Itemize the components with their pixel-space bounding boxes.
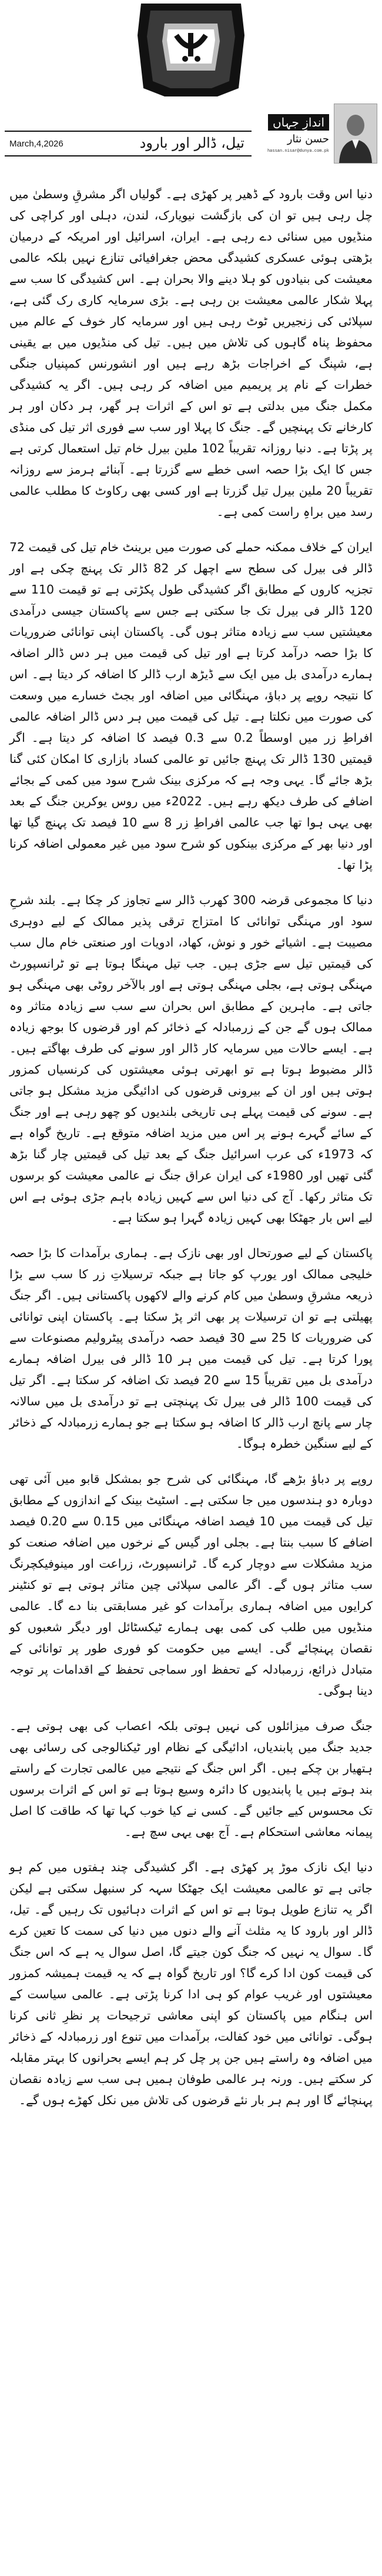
article-paragraph: جنگ صرف میزائلوں کی نہیں ہوتی بلکہ اعصاب کی بھی ہوتی ہے۔ جدید جنگ میں پابندیاں، ادائیگی کے نظام اور ٹیکنالوجی کی رسائی بھی ہتھیار بن چکے ہیں۔ اگر اس جنگ کے نتیجے میں عالمی تجارت کے راستے بند ہوتے ہیں یا پابندیوں کا دائرہ وسیع ہوتا ہے تو اس کے اثرات برسوں تک محسوس کیے جائیں گے۔ کسی نے کیا خوب کہا تھا کہ طاقت کا اصل پیمانہ معاشی استحکام ہے۔ آج بھی یہی سچ ہے۔ <box>9 1719 373 1839</box>
article-paragraph: دنیا کا مجموعی قرضہ 300 کھرب ڈالر سے تجاوز کر چکا ہے۔ بلند شرحِ سود اور مہنگی توانائی کا امتزاج ترقی پذیر ممالک کے لیے دوہری مصیبت ہے۔ اشیائے خور و نوش، کھاد، ادویات اور صنعتی خام مال سب کی قیمتیں تیل سے جڑی ہیں۔ جب تیل مہنگا ہوتا ہے تو ٹرانسپورٹ مہنگی ہوتی ہے، بجلی مہنگی ہوتی ہے اور بالآخر روٹی بھی مہنگی ہو جاتی ہے۔ ماہرین کے مطابق اس بحران سے سب سے زیادہ متاثر وہ ممالک ہوں گے جن کے زرمبادلہ کے ذخائر کم اور قرضوں کا بوجھ زیادہ ہے۔ ایسے حالات میں سرمایہ کار ڈالر اور سونے کی طرف بھاگتے ہیں۔ ڈالر مضبوط ہوتا ہے تو ابھرتی ہوئی معیشتوں کی کرنسیاں کمزور ہوتی ہیں اور ان کے بیرونی قرضوں کی ادائیگی مزید مشکل ہو جاتی ہے۔ سونے کی قیمت پہلے ہی تاریخی بلندیوں کو چھو رہی ہے اور جنگ کے سائے گہرے ہونے پر اس میں مزید اضافہ متوقع ہے۔ تاریخ گواہ ہے کہ 1973ء کی عرب اسرائیل جنگ کے بعد تیل کی قیمتیں چار گنا بڑھ گئی تھیں اور 1980ء کی ایران عراق جنگ نے عالمی معیشت کو برسوں تک متاثر رکھا۔ آج کی دنیا اس سے کہیں زیادہ باہم جڑی ہوئی ہے اس لیے اس بار جھٹکا بھی کہیں زیادہ گہرا ہو سکتا ہے۔ <box>9 893 373 1225</box>
article-body <box>9 184 373 2125</box>
masthead <box>0 0 382 176</box>
author-photo <box>334 104 377 164</box>
column-name: اندازِ جہاں <box>268 114 329 131</box>
article-paragraph: روپے پر دباؤ بڑھے گا، مہنگائی کی شرح جو بمشکل قابو میں آئی تھی دوبارہ دو ہندسوں میں جا سکتی ہے۔ اسٹیٹ بینک کے اندازوں کے مطابق تیل کی قیمت میں 10 فیصد اضافہ مہنگائی میں 0.15 سے 0.20 فیصد اضافے کا سبب بنتا ہے۔ بجلی اور گیس کے نرخوں میں اضافہ صنعت کو مزید مشکلات سے دوچار کرے گا۔ ٹرانسپورٹ، زراعت اور مینوفیکچرنگ سب متاثر ہوں گے۔ اگر عالمی سپلائی چین متاثر ہوتی ہے تو کنٹینر کرایوں میں اضافہ ہماری برآمدات کو غیر مسابقتی بنا دے گا۔ عالمی منڈیوں میں طلب کی کمی بھی ہمارے ٹیکسٹائل اور دیگر شعبوں کو نقصان پہنچائے گی۔ ایسے میں حکومت کو فوری طور پر توانائی کے متبادل ذرائع، زرمبادلہ کے تحفظ اور سماجی تحفظ کے اقدامات پر توجہ دینا ہوگی۔ <box>9 1472 373 1698</box>
date-headline-bar <box>5 131 252 156</box>
newspaper-logo-icon <box>129 0 253 100</box>
article-paragraph: پاکستان کے لیے صورتحال اور بھی نازک ہے۔ ہماری برآمدات کا بڑا حصہ خلیجی ممالک اور یورپ کو جاتا ہے جبکہ ترسیلاتِ زر کا سب سے بڑا ذریعہ مشرقِ وسطیٰ میں کام کرنے والے لاکھوں پاکستانی ہیں۔ اگر جنگ پھیلتی ہے تو ان ترسیلات پر بھی اثر پڑ سکتا ہے۔ پاکستان اپنی توانائی کی ضروریات کا 25 سے 30 فیصد حصہ درآمدی پیٹرولیم مصنوعات سے پورا کرتا ہے۔ تیل کی قیمت میں ہر 10 ڈالر فی بیرل اضافہ ہمارے درآمدی بل میں تقریباً 15 سے 20 فیصد تک اضافہ کر سکتا ہے۔ اگر تیل کی قیمت 100 ڈالر فی بیرل تک پہنچتی ہے تو درآمدی بل میں سالانہ چار سے پانچ ارب ڈالر کا اضافہ ہو سکتا ہے جو ہمارے زرمبادلہ کے ذخائر کے لیے سنگین خطرہ ہوگا۔ <box>9 1246 373 1451</box>
article-paragraph: دنیا اس وقت بارود کے ڈھیر پر کھڑی ہے۔ گولیاں اگر مشرقِ وسطیٰ میں چل رہی ہیں تو ان کی بازگشت نیویارک، لندن، دہلی اور کراچی کی منڈیوں میں سنائی دے رہی ہے۔ ایران، اسرائیل اور امریکہ کے درمیان بڑھتی ہوئی عسکری کشیدگی محض جغرافیائی تنازع نہیں بلکہ عالمی معیشت کی بنیادوں کو ہلا دینے والا بحران ہے۔ اس کشیدگی کا سب سے پہلا شکار عالمی معیشت بن رہی ہے۔ بڑی سرمایہ کاری رک گئی ہے، سپلائی کی زنجیریں ٹوٹ رہی ہیں اور سرمایہ کار خوف کے عالم میں محفوظ پناہ گاہوں کی تلاش میں ہیں۔ تیل کی منڈیوں میں بے یقینی ہے، شپنگ کے اخراجات بڑھ رہے ہیں اور انشورنس کمپنیاں جنگی خطرات کے نام پر پریمیم میں اضافہ کر رہی ہیں۔ اگر یہ کشیدگی مکمل جنگ میں بدلتی ہے تو اس کے اثرات ہر گھر، ہر دکان اور ہر کارخانے تک پہنچیں گے۔ جنگ کا پہلا اور سب سے فوری اثر تیل کی منڈی پر پڑتا ہے۔ دنیا روزانہ تقریباً 102 ملین بیرل خام تیل استعمال کرتی ہے جس کا ایک بڑا حصہ اسی خطے سے گزرتا ہے۔ آبنائے ہرمز سے روزانہ تقریباً 20 ملین بیرل تیل گزرتا ہے اور کسی بھی رکاوٹ کا مطلب عالمی رسد میں براہِ راست کمی ہے۔ <box>9 187 373 519</box>
article-paragraph: دنیا ایک نازک موڑ پر کھڑی ہے۔ اگر کشیدگی چند ہفتوں میں کم ہو جاتی ہے تو عالمی معیشت ایک جھٹکا سہہ کر سنبھل سکتی ہے لیکن اگر یہ تنازع طویل ہوتا ہے تو اس کے اثرات دہائیوں تک رہیں گے۔ تیل، ڈالر اور بارود کا یہ مثلث آنے والے دنوں میں دنیا کی سمت کا تعین کرے گا۔ سوال یہ نہیں کہ جنگ کون جیتے گا، اصل سوال یہ ہے کہ اس جنگ کی قیمت کون ادا کرے گا؟ اور تاریخ گواہ ہے کہ یہ قیمت ہمیشہ کمزور معیشتوں اور غریب عوام کو ہی ادا کرنا پڑتی ہے۔ عالمی سیاست کے اس ہنگام میں پاکستان کو اپنی معاشی ترجیحات پر نظرِ ثانی کرنا ہوگی۔ توانائی میں خود کفالت، برآمدات میں تنوع اور زرمبادلہ کے ذخائر میں اضافہ وہ راستے ہیں جن پر چل کر ہم ایسے بحرانوں کا بہتر مقابلہ کر سکتے ہیں۔ ورنہ ہر عالمی طوفان ہمیں ہی سب سے زیادہ نقصان پہنچائے گا اور ہم ہر بار نئے قرضوں کی تلاش میں نکل کھڑے ہوں گے۔ <box>9 1860 373 2107</box>
article-headline: تیل، ڈالر اور بارود <box>139 135 244 151</box>
author-card <box>260 99 377 168</box>
author-info <box>260 114 334 154</box>
author-photo-icon <box>334 104 377 163</box>
author-email: hassan.nisar@dunya.com.pk <box>267 148 329 154</box>
publication-date: March,4,2026 <box>9 139 63 149</box>
newspaper-logo <box>129 0 253 100</box>
author-name: حسن نثار <box>287 132 329 145</box>
article-paragraph: ایران کے خلاف ممکنہ حملے کی صورت میں برینٹ خام تیل کی قیمت 72 ڈالر فی بیرل کی سطح سے اچھل کر 82 ڈالر تک پہنچ چکی ہے اور تجزیہ کاروں کے مطابق اگر کشیدگی طول پکڑتی ہے تو قیمت 110 سے 120 ڈالر فی بیرل تک جا سکتی ہے جس سے پاکستان جیسی درآمدی معیشتیں سب سے زیادہ متاثر ہوں گی۔ پاکستان اپنی توانائی ضروریات کا بڑا حصہ درآمد کرتا ہے اور تیل کی قیمت میں ہر دس ڈالر اضافہ ہمارے درآمدی بل میں ایک سے ڈیڑھ ارب ڈالر کا اضافہ کر دیتا ہے۔ اس کا نتیجہ روپے پر دباؤ، مہنگائی میں اضافہ اور بجٹ خسارے میں وسعت کی صورت میں نکلتا ہے۔ تیل کی قیمت میں ہر دس ڈالر اضافہ عالمی افراطِ زر میں اوسطاً 0.2 سے 0.3 فیصد کا اضافہ کر دیتا ہے۔ اگر قیمتیں 130 ڈالر تک پہنچ جائیں تو عالمی کساد بازاری کا امکان کئی گنا بڑھ جائے گا۔ یہی وجہ ہے کہ مرکزی بینک شرح سود میں کمی کے بجائے اضافے کی طرف دیکھ رہے ہیں۔ 2022ء میں روس یوکرین جنگ کے بعد بھی یہی ہوا تھا جب عالمی افراطِ زر 8 سے 10 فیصد تک پہنچ گیا تھا اور دنیا بھر کے مرکزی بینکوں کو شرح سود میں غیر معمولی اضافہ کرنا پڑا تھا۔ <box>9 540 373 872</box>
